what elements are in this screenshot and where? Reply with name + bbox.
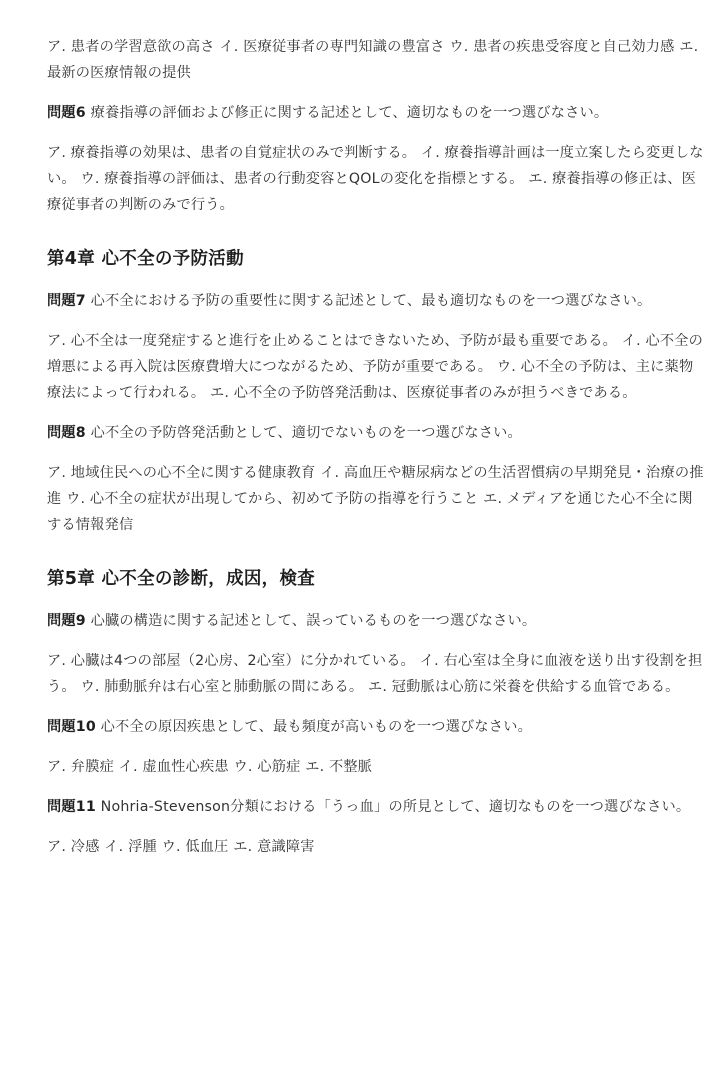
question-11-label: 問題11 (47, 799, 96, 815)
question-10-text: 心不全の原因疾患として、最も頻度が高いものを一つ選びなさい。 (95, 719, 532, 735)
question-8-label: 問題8 (47, 425, 86, 441)
question-7-label: 問題7 (47, 293, 86, 309)
question-11 (47, 794, 704, 820)
question-7 (47, 288, 704, 314)
question-5-options: ア. 患者の学習意欲の高さ イ. 医療従事者の専門知識の豊富さ ウ. 患者の疾患受容度と自己効力感 エ. 最新の医療情報の提供 (47, 39, 699, 81)
question-10-label: 問題10 (47, 719, 96, 735)
question-6-options: ア. 療養指導の効果は、患者の自覚症状のみで判断する。 イ. 療養指導計画は一度立案したら変更しない。 ウ. 療養指導の評価は、患者の行動変容とQOLの変化を指標とする。 エ. 療養指導の修正は、医療従事者の判断のみで行う。 (47, 145, 704, 213)
question-8-text: 心不全の予防啓発活動として、適切でないものを一つ選びなさい。 (85, 425, 522, 441)
chapter-4-heading: 第4章 心不全の予防活動 (47, 249, 244, 269)
question-11-options: ア. 冷感 イ. 浮腫 ウ. 低血圧 エ. 意識障害 (47, 839, 315, 855)
question-6-text: 療養指導の評価および修正に関する記述として、適切なものを一つ選びなさい。 (85, 105, 609, 121)
question-7-options: ア. 心不全は一度発症すると進行を止めることはできないため、予防が最も重要である。 イ. 心不全の増悪による再入院は医療費増大につながるため、予防が重要である。 ウ. 心不全の予防は、主に薬物療法によって行われる。 エ. 心不全の予防啓発活動は、医療従事者のみが担うべきである。 (47, 333, 704, 401)
question-10 (47, 714, 704, 740)
chapter-5-heading: 第5章 心不全の診断，成因，検査 (47, 569, 316, 589)
question-9 (47, 608, 704, 634)
question-9-options: ア. 心臓は4つの部屋（2心房、2心室）に分かれている。 イ. 右心室は全身に血液を送り出す役割を担う。 ウ. 肺動脈弁は右心室と肺動脈の間にある。 エ. 冠動脈は心筋に栄養を供給する血管である。 (47, 653, 703, 695)
question-8 (47, 420, 704, 446)
question-11-text: Nohria-Stevenson分類における「うっ血」の所見として、適切なものを一つ選びなさい。 (95, 799, 691, 815)
question-9-label: 問題9 (47, 613, 86, 629)
question-9-text: 心臓の構造に関する記述として、誤っているものを一つ選びなさい。 (85, 613, 537, 629)
question-6 (47, 100, 704, 126)
question-8-options: ア. 地域住民への心不全に関する健康教育 イ. 高血圧や糖尿病などの生活習慣病の早期発見・治療の推進 ウ. 心不全の症状が出現してから、初めて予防の指導を行うこと エ. メディアを通じた心不全に関する情報発信 (47, 465, 704, 533)
question-7-text: 心不全における予防の重要性に関する記述として、最も適切なものを一つ選びなさい。 (85, 293, 652, 309)
question-6-label: 問題6 (47, 105, 86, 121)
question-10-options: ア. 弁膜症 イ. 虚血性心疾患 ウ. 心筋症 エ. 不整脈 (47, 759, 373, 775)
